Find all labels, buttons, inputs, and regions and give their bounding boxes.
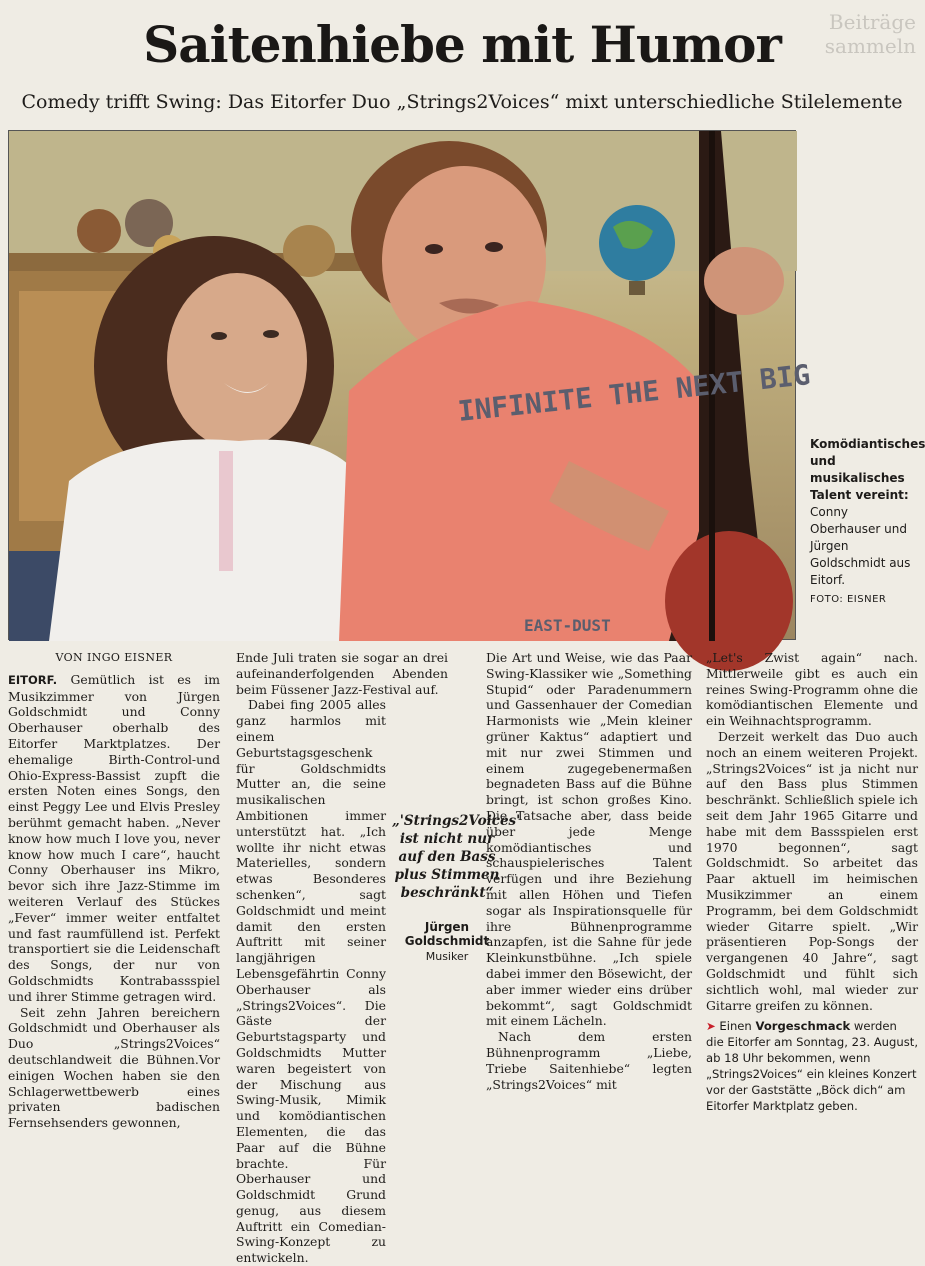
- article-column-3: [486, 650, 692, 1092]
- photo-credit: FOTO: EISNER: [810, 594, 887, 605]
- caption-bold-lead: Komödiantisches und musikalisches Talent vereint:: [810, 437, 925, 502]
- article-column-4: [706, 650, 918, 1013]
- col3-paragraph-1: Die Art und Weise, wie das Paar Swing-Klassiker wie „Something Stupid“ oder Paradenummern und Gassenhauer der Comedian Harmonists wie „Mein kleiner grüner Kaktus“ adaptiert und mit nur zwei Stimmen und einem zugegebenermaßen begnadeten Bass auf die Bühne bringt, ist schon großes Kino. Die Tatsache aber, dass beide über jede Menge komödiantisches und schauspielerisches Talent verfügen und ihre Beziehung mit allen Höhen und Tiefen sogar als Inspirationsquelle für ihre Bühnenprogramme anzapfen, ist die Sahne für jede Kleinkunstbühne. „Ich spiele dabei immer den Bösewicht, der aber immer wieder eins drüber bekommt“, sagt Goldschmidt mit einem Lächeln.: [486, 650, 692, 1029]
- shirt-print-text: INFINITE THE NEXT BIG: [456, 358, 812, 428]
- pull-quote-author: Jürgen Goldschmidt: [404, 920, 490, 948]
- pull-quote-role: Musiker: [425, 950, 469, 963]
- teaser-text: werden die Eitorfer am Sonntag, 23. August, ab 18 Uhr bekommen, wenn „Strings2Voices“ ein kleines Konzert vor der Gaststätte „Böck dich“ am Eitorfer Marktplatz geben.: [706, 1019, 919, 1113]
- photo-illustration: [9, 131, 812, 641]
- photo-caption: [810, 436, 925, 608]
- col4-paragraph-2: Derzeit werkelt das Duo auch noch an einem weiteren Projekt. „Strings2Voices“ ist ja nicht nur auf den Bass plus Stimmen beschränkt. Schließlich spiele ich seit dem Jahr 1965 Gitarre und habe mit dem Bassspielen erst 1970 begonnen“, sagt Goldschmidt. So arbeitet das Paar aktuell im heimischen Musikzimmer an einem Programm, bei dem Goldschmidt wieder Gitarre spielt. „Wir präsentieren Pop-Songs der vergangenen 40 Jahre“, sagt Goldschmidt und fühlt sich sichtlich wohl, mal wieder zur Gitarre greifen zu können.: [706, 728, 918, 1013]
- col4-paragraph-1: „Let's Zwist again“ nach. Mittlerweile gibt es auch ein reines Swing-Programm ohne die komödiantischen Elemente und ein Weihnachtsprogramm.: [706, 650, 918, 729]
- article-headline: Saitenhiebe mit Humor: [143, 15, 781, 74]
- col1-paragraph-1: Gemütlich ist es im Musikzimmer von Jürgen Goldschmidt und Conny Oberhauser oberhalb des Eitorfer Marktplatzes. Der ehemalige Birth-Control-und Ohio-Express-Bassist zupft die ersten Noten eines Songs, den einst Peggy Lee und Elvis Presley berühmt gemacht haben. „Never know how much I love you, never know how much I care“, haucht Conny Oberhauser ins Mikro, bevor sich ihre Jazz-Stimme im weiteren Verlauf des Stückes „Fever“ immer weiter entfaltet und fast raumfüllend ist. Perfekt transportiert sie die Leidenschaft des Songs, der nur von Goldschmidts Kontrabassspiel und ihrer Stimme getragen wird.: [8, 671, 220, 1004]
- col2-paragraph-1: Ende Juli traten sie sogar an drei aufeinanderfolgenden Abenden beim Füssener Jazz-Festival auf.: [236, 650, 448, 697]
- teaser-arrow-icon: ➤: [706, 1019, 716, 1033]
- col1-paragraph-2: Seit zehn Jahren bereichern Goldschmidt und Oberhauser als Duo „Strings2Voices“ deutschlandweit die Bühnen.Vor einigen Wochen haben sie den Schlagerwettbewerb eines privaten badischen Fernsehsenders gewonnen,: [8, 1004, 220, 1131]
- byline: VON INGO EISNER: [55, 651, 173, 664]
- article-photo: [8, 130, 812, 640]
- shirt-print-bottom-text: EAST-DUST: [524, 616, 611, 635]
- teaser-pre: Einen: [719, 1019, 752, 1033]
- col2-paragraph-2: Dabei fing 2005 alles ganz harmlos mit einem Geburtstagsgeschenk für Goldschmidts Mutter an, die seine musikalischen Ambitionen immer unterstützt hat. „Ich wollte ihr nicht etwas Materielles, sondern etwas Besonderes schenken“, sagt Goldschmidt und meint damit den ersten Auftritt mit seiner langjährigen Lebensgefährtin Conny Oberhauser als „Strings2Voices“. Die Gäste der Geburtstagsparty und Goldschmidts Mutter waren begeistert von der Mischung aus Swing-Musik, Mimik und komödiantischen Elementen, die das Paar auf die Bühne brachte. Für Oberhauser und Goldschmidt Grund genug, aus diesem Auftritt ein Comedian-Swing-Konzept zu entwickeln.: [236, 697, 386, 1266]
- article-subheadline: Comedy trifft Swing: Das Eitorfer Duo „Strings2Voices“ mixt unterschiedliche Stilelemente: [21, 91, 903, 113]
- caption-text: Conny Oberhauser und Jürgen Goldschmidt aus Eitorf.: [810, 505, 911, 587]
- dateline: EITORF.: [8, 672, 58, 687]
- col3-paragraph-2: Nach dem ersten Bühnenprogramm „Liebe, Triebe Saitenhiebe“ legten „Strings2Voices“ mit: [486, 1029, 692, 1092]
- article-column-1: [8, 650, 220, 1131]
- event-teaser: [706, 1018, 918, 1114]
- adjacent-article-ghost-heading: Beiträge sammeln: [824, 10, 916, 58]
- pull-quote-text: „'Strings2Voices' ist nicht nur auf den Bass plus Stimmen beschränkt“: [392, 813, 521, 901]
- teaser-bold: Vorgeschmack: [755, 1019, 851, 1033]
